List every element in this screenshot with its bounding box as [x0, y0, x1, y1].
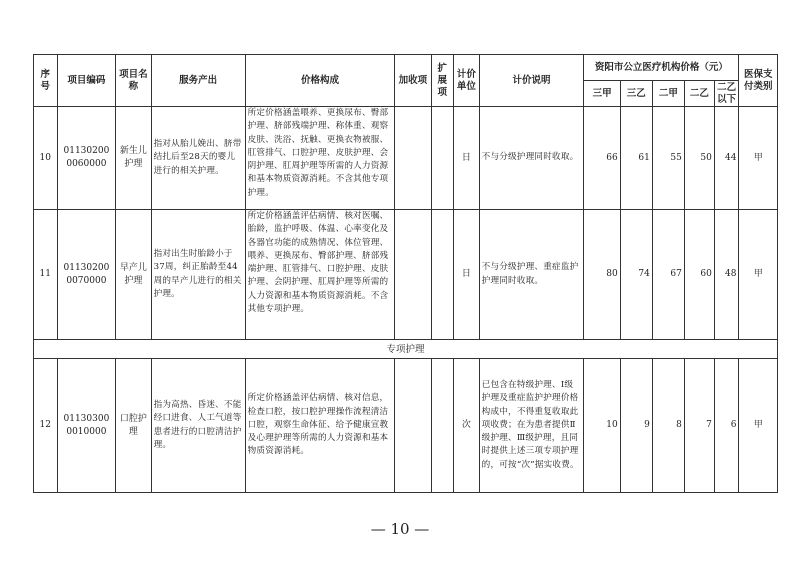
row-price-below-2b: 48	[714, 210, 739, 340]
row-price-2a: 55	[652, 107, 684, 210]
row-price-below-2b: 44	[714, 107, 739, 210]
section-row	[34, 340, 778, 359]
row-extra-charge	[395, 210, 431, 340]
header-pricing-notes: 计价说明	[479, 55, 584, 107]
row-price-2b: 7	[684, 359, 714, 493]
row-unit: 日	[454, 210, 480, 340]
row-price-2a: 8	[652, 359, 684, 493]
row-price-composition: 所定价格涵盖喂养、更换尿布、臀部护理、脐部残端护理、称体重、观察皮肤、洗浴、抚触、更换衣物被服、肛管排气、口腔护理、皮肤护理、会阴护理、肛周护理等所需的人力资源和基本物质资源消耗。不含其他专项护理。	[245, 107, 395, 210]
table-row	[34, 359, 778, 493]
row-code: 01130200 0060000	[57, 107, 116, 210]
section-title: 专项护理	[34, 340, 778, 359]
row-service: 指为高热、昏迷、不能经口进食、人工气道等患者进行的口腔清洁护理。	[151, 359, 245, 493]
row-name: 新生儿护理	[116, 107, 151, 210]
row-price-3b: 9	[620, 359, 652, 493]
row-service: 指对从胎儿娩出、脐带结扎后至28天的婴儿进行的相关护理。	[151, 107, 245, 210]
row-insurance: 甲	[739, 107, 778, 210]
row-price-below-2b: 6	[714, 359, 739, 493]
row-price-3a: 66	[584, 107, 620, 210]
header-seq: 序号	[34, 55, 58, 107]
row-price-2b: 50	[684, 107, 714, 210]
row-price-2a: 67	[652, 210, 684, 340]
row-seq: 11	[34, 210, 58, 340]
row-extension	[431, 107, 453, 210]
page-number: — 10 —	[370, 520, 430, 538]
row-price-3a: 80	[584, 210, 620, 340]
row-unit: 日	[454, 107, 480, 210]
row-seq: 12	[34, 359, 58, 493]
table-row	[34, 107, 778, 210]
row-extra-charge	[395, 359, 431, 493]
header-row	[34, 55, 778, 81]
row-pricing-notes: 不与分级护理、重症监护护理同时收取。	[479, 210, 584, 340]
row-name: 口腔护理	[116, 359, 151, 493]
price-table	[33, 54, 778, 493]
row-unit: 次	[454, 359, 480, 493]
header-level-3b: 三乙	[620, 81, 652, 107]
row-price-3a: 10	[584, 359, 620, 493]
row-price-composition: 所定价格涵盖评估病情、核对医嘱、胎龄，监护呼吸、体温、心率变化及各器官功能的成熟情况、体位管理、喂养、更换尿布、臀部护理、脐部残端护理、肛管排气、口腔护理、皮肤护理、会阴护理、肛周护理等所需的人力资源和基本物质资源消耗。不含其他专项护理。	[245, 210, 395, 340]
header-name: 项目名称	[116, 55, 151, 107]
header-level-2b: 二乙	[684, 81, 714, 107]
header-extension: 扩展项	[431, 55, 453, 107]
row-price-2b: 60	[684, 210, 714, 340]
table-row	[34, 210, 778, 340]
row-seq: 10	[34, 107, 58, 210]
row-extension	[431, 359, 453, 493]
header-unit: 计价单位	[454, 55, 480, 107]
row-service: 指对出生时胎龄小于37周，纠正胎龄至44周的早产儿进行的相关护理。	[151, 210, 245, 340]
row-pricing-notes: 已包含在特级护理、Ⅰ级护理及重症监护护理价格构成中，不得重复收取此项收费；在为患者提供Ⅱ级护理、Ⅲ级护理，且同时提供上述三项专项护理的，可按“次”据实收费。	[479, 359, 584, 493]
header-price-composition: 价格构成	[245, 55, 395, 107]
header-extra-charge: 加收项	[395, 55, 431, 107]
row-price-3b: 74	[620, 210, 652, 340]
header-code: 项目编码	[57, 55, 116, 107]
row-price-composition: 所定价格涵盖评估病情、核对信息，检查口腔，按口腔护理操作流程清洁口腔，观察生命体征、给予健康宣教及心理护理等所需的人力资源和基本物质资源消耗。	[245, 359, 395, 493]
header-level-2a: 二甲	[652, 81, 684, 107]
row-insurance: 甲	[739, 359, 778, 493]
header-service: 服务产出	[151, 55, 245, 107]
row-code: 01130300 0010000	[57, 359, 116, 493]
row-insurance: 甲	[739, 210, 778, 340]
header-price-group: 资阳市公立医疗机构价格（元）	[584, 55, 739, 81]
header-level-below-2b: 二乙以下	[714, 81, 739, 107]
row-price-3b: 61	[620, 107, 652, 210]
row-name: 早产儿护理	[116, 210, 151, 340]
header-level-3a: 三甲	[584, 81, 620, 107]
row-extension	[431, 210, 453, 340]
row-pricing-notes: 不与分级护理同时收取。	[479, 107, 584, 210]
row-code: 01130200 0070000	[57, 210, 116, 340]
header-insurance: 医保支付类别	[739, 55, 778, 107]
row-extra-charge	[395, 107, 431, 210]
